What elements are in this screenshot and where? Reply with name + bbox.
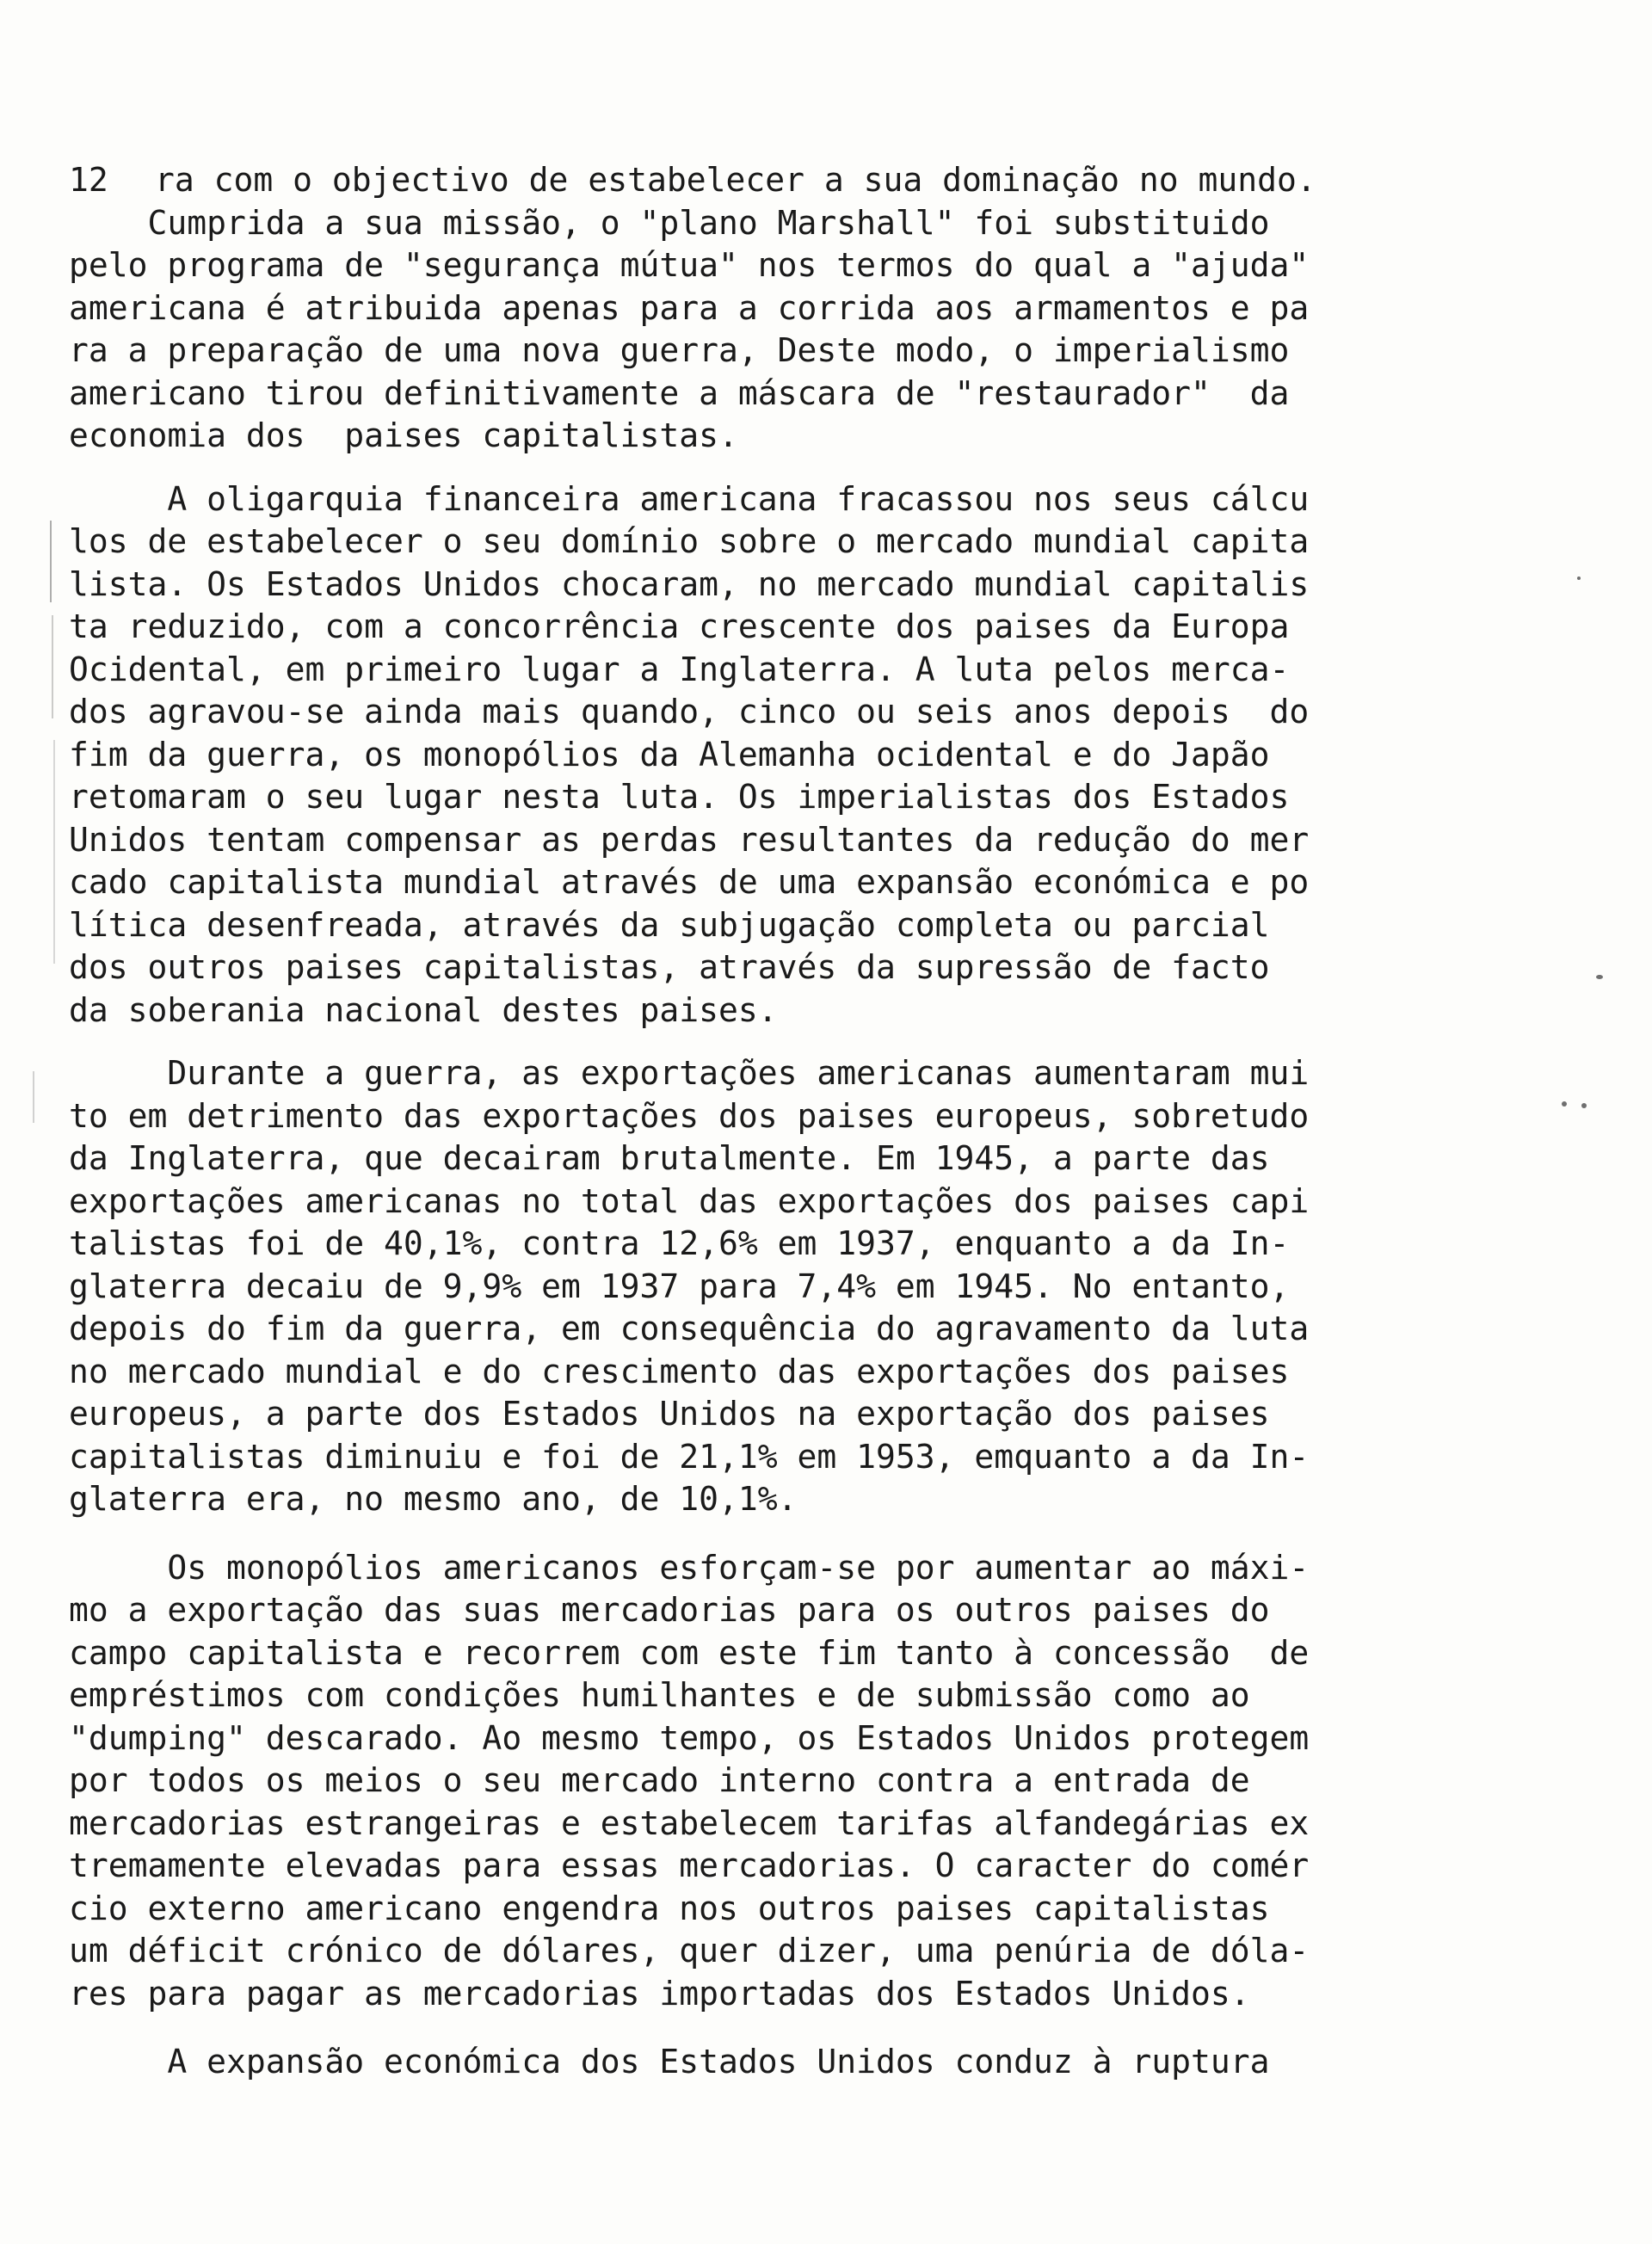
text-line: lítica desenfreada, através da subjugação completa ou parcial bbox=[69, 905, 1270, 944]
text-line: Unidos tentam compensar as perdas resultantes da redução do mer bbox=[69, 820, 1310, 859]
text-line: mo a exportação das suas mercadorias para os outros paises do bbox=[69, 1591, 1270, 1629]
text-line: cado capitalista mundial através de uma expansão económica e po bbox=[69, 863, 1310, 901]
text-line: europeus, a parte dos Estados Unidos na exportação dos paises bbox=[69, 1395, 1270, 1433]
text-line: depois do fim da guerra, em consequência do agravamento da luta bbox=[69, 1310, 1310, 1347]
text-line: talistas foi de 40,1%, contra 12,6% em 1937, enquanto a da In- bbox=[69, 1224, 1290, 1262]
margin-scan-mark bbox=[52, 615, 53, 718]
text-line: americano tirou definitivamente a máscara de "restaurador" da bbox=[69, 373, 1290, 412]
text-line: empréstimos com condições humilhantes e de submissão como ao bbox=[69, 1676, 1250, 1714]
text-line: Cumprida a sua missão, o "plano Marshall" foi substituido bbox=[69, 203, 1270, 242]
text-line: capitalistas diminuiu e foi de 21,1% em 1953, emquanto a da In- bbox=[69, 1437, 1310, 1476]
text-line: fim da guerra, os monopólios da Alemanha ocidental e do Japão bbox=[69, 735, 1270, 774]
text-line: to em detrimento das exportações dos paises europeus, sobretudo bbox=[69, 1096, 1310, 1135]
text-line: economia dos paises capitalistas. bbox=[69, 416, 738, 454]
text-line: cio externo americano engendra nos outros paises capitalistas bbox=[69, 1889, 1270, 1927]
text-line: americana é atribuida apenas para a corrida aos armamentos e pa bbox=[69, 288, 1310, 327]
paragraph-gap bbox=[69, 1521, 1497, 1547]
document-body bbox=[69, 159, 1497, 2084]
text-line: ra a preparação de uma nova guerra, Deste modo, o imperialismo bbox=[69, 331, 1290, 369]
text-line: tremamente elevadas para essas mercadorias. O caracter do comér bbox=[69, 1846, 1310, 1884]
text-line: exportações americanas no total das exportações dos paises capi bbox=[69, 1181, 1310, 1220]
paragraph-5 bbox=[69, 2041, 1497, 2084]
text-line: mercadorias estrangeiras e estabelecem tarifas alfandegárias ex bbox=[69, 1803, 1310, 1842]
text-line: no mercado mundial e do crescimento das exportações dos paises bbox=[69, 1352, 1290, 1390]
text-line: campo capitalista e recorrem com este fim tanto à concessão de bbox=[69, 1633, 1310, 1672]
margin-speck bbox=[1562, 1101, 1567, 1107]
paragraph-gap bbox=[69, 458, 1497, 478]
paragraph-2 bbox=[69, 478, 1497, 1033]
text-line: lista. Os Estados Unidos chocaram, no mercado mundial capitalis bbox=[69, 564, 1310, 603]
text-line: pelo programa de "segurança mútua" nos termos do qual a "ajuda" bbox=[69, 246, 1310, 284]
page-number: 12 bbox=[69, 161, 108, 199]
margin-speck bbox=[1596, 975, 1603, 979]
text-line: retomaram o seu lugar nesta luta. Os imperialistas dos Estados bbox=[69, 778, 1290, 816]
margin-scan-mark bbox=[33, 1071, 34, 1123]
paragraph-gap bbox=[69, 1032, 1497, 1052]
paragraph-1 bbox=[69, 202, 1497, 458]
line-text: ra com o objectivo de estabelecer a sua dominação no mundo. bbox=[155, 161, 1316, 199]
paragraph-4 bbox=[69, 1547, 1497, 2016]
margin-scan-mark bbox=[50, 521, 52, 602]
text-line: dos agravou-se ainda mais quando, cinco ou seis anos depois do bbox=[69, 693, 1310, 731]
text-line: "dumping" descarado. Ao mesmo tempo, os Estados Unidos protegem bbox=[69, 1718, 1310, 1757]
text-line: da soberania nacional destes paises. bbox=[69, 990, 778, 1029]
text-line bbox=[69, 159, 1497, 202]
text-line: ta reduzido, com a concorrência crescente dos paises da Europa bbox=[69, 607, 1290, 645]
text-line: glaterra decaiu de 9,9% em 1937 para 7,4% em 1945. No entanto, bbox=[69, 1267, 1290, 1305]
text-line: los de estabelecer o seu domínio sobre o mercado mundial capita bbox=[69, 522, 1310, 560]
text-line: um déficit crónico de dólares, quer dizer, uma penúria de dóla- bbox=[69, 1932, 1310, 1970]
text-line: por todos os meios o seu mercado interno contra a entrada de bbox=[69, 1761, 1250, 1799]
text-line: dos outros paises capitalistas, através da supressão de facto bbox=[69, 948, 1270, 986]
text-line: Durante a guerra, as exportações americanas aumentaram mui bbox=[69, 1054, 1310, 1092]
text-line: res para pagar as mercadorias importadas dos Estados Unidos. bbox=[69, 1974, 1250, 2013]
margin-speck bbox=[1581, 1103, 1587, 1108]
text-line: glaterra era, no mesmo ano, de 10,1%. bbox=[69, 1480, 798, 1518]
text-line: A oligarquia financeira americana fracassou nos seus cálcu bbox=[69, 479, 1310, 518]
text-line: Os monopólios americanos esforçam-se por aumentar ao máxi- bbox=[69, 1548, 1310, 1587]
paragraph-gap bbox=[69, 2015, 1497, 2041]
margin-speck bbox=[1577, 576, 1581, 580]
margin-scan-mark bbox=[53, 740, 55, 964]
text-line: Ocidental, em primeiro lugar a Inglaterra. A luta pelos merca- bbox=[69, 650, 1290, 688]
paragraph-3 bbox=[69, 1052, 1497, 1521]
text-line: da Inglaterra, que decairam brutalmente. Em 1945, a parte das bbox=[69, 1139, 1270, 1177]
text-line: A expansão económica dos Estados Unidos conduz à ruptura bbox=[69, 2043, 1270, 2081]
